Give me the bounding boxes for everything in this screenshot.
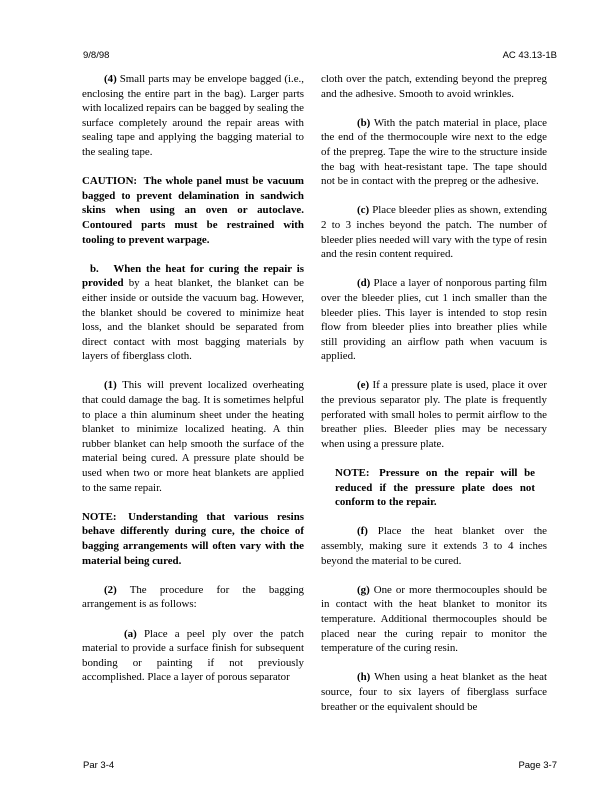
paragraph-text: Place bleeder plies as shown, extending 2 to 3 inches beyond the patch. The number of bleeder plies needed will vary with the type of resin and the resin content required.	[321, 204, 547, 261]
paragraph-marker: (a)	[124, 627, 137, 640]
note-text: Pressure on the repair will be reduced if the pressure plate does not conform to the repair.	[335, 467, 535, 509]
paragraph-c-step	[321, 203, 547, 261]
note-label: NOTE:	[82, 510, 117, 523]
paragraph-text: Small parts may be envelope bagged (i.e., enclosing the entire part in the bag). Larger parts with localized repairs can be bagged by sealing the surface completely around the repair areas with sealing tape and applying the bagging material to the sealing tape.	[82, 73, 304, 158]
paragraph-1	[82, 378, 304, 495]
left-column	[82, 72, 304, 685]
note-label: NOTE:	[335, 467, 370, 480]
paragraph-4	[82, 72, 304, 160]
paragraph-text: If a pressure plate is used, place it over the previous separator ply. The plate is frequently perforated with small holes to permit airflow to the breather plies. Bleeder plies may be necessary when using a pressure plate.	[321, 379, 547, 450]
paragraph-f-step	[321, 524, 547, 568]
paragraph-e-step	[321, 378, 547, 451]
paragraph-b-step	[321, 116, 547, 189]
paragraph-marker: (1)	[104, 379, 117, 392]
paragraph-2	[82, 583, 304, 612]
paragraph-text: When using a heat blanket as the heat source, four to six layers of fiberglass surface breather or the equivalent should be	[321, 671, 547, 713]
footer-paragraph-ref: Par 3-4	[83, 760, 115, 771]
right-column	[321, 72, 547, 714]
paragraph-lead: When the heat for curing the repair is provided	[82, 262, 304, 290]
paragraph-text: With the patch material in place, place the end of the thermocouple wire next to the edge of the prepreg. Tape the wire to the structure inside the bag with heat-resistant tape. The tape should not be in contact with the prepreg or the adhesive.	[321, 116, 547, 188]
paragraph-text: One or more thermocouples should be in contact with the heat blanket to monitor its temperature. Additional thermocouples should be placed near the curing repair to monitor the temperature of the curing resin.	[321, 583, 547, 655]
header-doc-id: AC 43.13-1B	[502, 50, 557, 61]
paragraph-marker: (c)	[357, 204, 370, 217]
header-date: 9/8/98	[83, 50, 110, 61]
paragraph-marker: (f)	[357, 525, 368, 538]
paragraph-g-step	[321, 583, 547, 656]
paragraph-d-step	[321, 276, 547, 364]
note-resins	[82, 510, 304, 568]
caution-note	[82, 174, 304, 247]
paragraph-text: Place a layer of nonporous parting film over the bleeder plies, cut 1 inch smaller than the bleeder plies. This layer is intended to stop resin flow from bleeder plies into breather plies while still providing an airflow path when vacuum is applied.	[321, 277, 547, 363]
footer-page-number: Page 3-7	[518, 760, 557, 771]
paragraph-marker: (2)	[104, 583, 117, 596]
paragraph-text: The procedure for the bagging arrangement is as follows:	[82, 583, 305, 611]
paragraph-marker: (e)	[357, 379, 370, 392]
paragraph-continuation	[321, 72, 547, 101]
caution-text: The whole panel must be vacuum bagged to prevent delamination in sandwich skins when using an oven or autoclave. Contoured parts must be restrained with tooling to prevent warpage.	[82, 175, 304, 246]
paragraph-marker: b.	[90, 262, 99, 275]
paragraph-marker: (b)	[357, 116, 371, 129]
caution-label: CAUTION:	[82, 175, 138, 188]
paragraph-text: This will prevent localized overheating that could damage the bag. It is sometimes helpful to place a thin aluminum sheet under the heating blanket to minimize localized heating. A thin rubber blanket can help smooth the surface of the material being cured. A pressure plate should be used when two or more heat blankets are applied to the same repair.	[82, 379, 305, 494]
note-text: Understanding that various resins behave differently during cure, the choice of bagging arrangements will often vary with the material being cured.	[82, 510, 304, 567]
paragraph-marker: (d)	[357, 277, 371, 290]
paragraph-marker: (g)	[357, 583, 370, 596]
paragraph-text: cloth over the patch, extending beyond the prepreg and the adhesive. Smooth to avoid wrinkles.	[321, 73, 547, 100]
paragraph-marker: (4)	[104, 73, 117, 85]
paragraph-a	[82, 627, 304, 685]
paragraph-text: Place a peel ply over the patch material to provide a surface finish for subsequent bonding or painting if not previously accomplished. Place a layer of porous separator	[82, 627, 304, 684]
paragraph-b	[82, 262, 304, 364]
paragraph-h-step	[321, 670, 547, 714]
note-pressure-plate	[335, 466, 535, 510]
paragraph-text: Place the heat blanket over the assembly, making sure it extends 3 to 4 inches beyond the material to be cured.	[321, 525, 547, 567]
paragraph-marker: (h)	[357, 671, 371, 684]
paragraph-text: by a heat blanket, the blanket can be either inside or outside the vacuum bag. However, the blanket should be covered to minimize heat loss, and the blanket should be separated from direct contact with most bagging materials by layers of fiberglass cloth.	[82, 277, 304, 363]
